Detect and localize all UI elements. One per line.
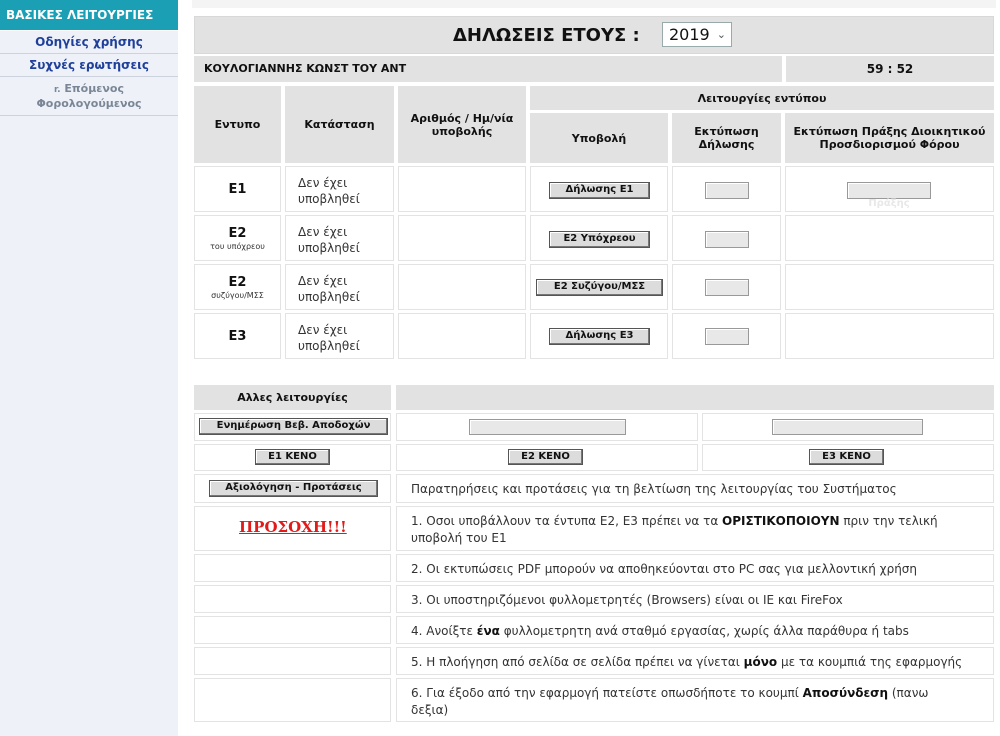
form-cell [194,264,281,310]
status-line2: υποβληθεί [298,241,360,255]
form-functions-header: Λειτουργίες εντύπου [530,86,994,110]
status-line1: Δεν έχει [298,323,348,337]
form-cell [194,313,281,359]
evaluation-suggestions-button[interactable]: Αξιολόγηση - Προτάσεις [209,480,378,497]
status-cell [285,313,394,359]
note-6 [396,678,994,722]
note-5-text-end: με τα κουμπιά της εφαρμογής [777,655,963,669]
col-submit-header: Υποβολή [530,113,668,163]
col-number-header: Αριθμός / Ημ/νία υποβολής [398,86,526,163]
status-line1: Δεν έχει [298,225,348,239]
note-6-emphasis: Αποσύνδεση [802,686,889,700]
print-act-cell [785,313,994,359]
note-1-text-line2: υποβολή του Ε1 [411,531,507,545]
number-cell [398,264,526,310]
note-spacer-cell [194,616,391,644]
note-4-emphasis: ένα [476,624,500,638]
form-sub-label: του υπόχρεου [210,241,265,251]
print-e3-button[interactable]: Εκτ. [705,328,749,345]
sidebar-item-faq[interactable]: Συχνές ερωτήσεις [0,54,178,77]
form-label: Ε2 [228,274,247,290]
other-functions-header: Αλλες λειτουργίες [194,385,391,410]
note-spacer-cell [194,647,391,675]
print-act-cell [785,264,994,310]
note-3: 3. Οι υποστηριζόμενοι φυλλομετρητές (Browsers) είναι οι IE και FireFox [396,585,994,613]
status-cell [285,215,394,261]
sidebar-item-next-taxpayer[interactable] [0,77,178,116]
sidebar-header: ΒΑΣΙΚΕΣ ΛΕΙΤΟΥΡΓΙΕΣ [0,0,178,31]
submit-e1-button[interactable]: Δήλωσης Ε1 [549,182,650,199]
e1-blank-button[interactable]: Ε1 ΚΕΝΟ [255,449,330,465]
year-select[interactable] [662,22,732,47]
print-e1-button[interactable]: Εκτ. Ε1 [705,182,749,199]
year-select-value: 2019 [669,25,710,44]
e3-blank-button[interactable]: Ε3 ΚΕΝΟ [809,449,884,465]
status-line1: Δεν έχει [298,176,348,190]
print-act-button[interactable]: Εκτύπωση Πράξης [847,182,931,199]
note-4-text-end: φυλλομετρητη ανά σταθμό εργασίας, χωρίς άλλα παράθυρα ή tabs [499,624,909,638]
form-label: Ε2 [228,225,247,241]
update-salary-cert-button[interactable]: Ενημέρωση Βεβ. Αποδοχών [199,418,388,435]
print-e2-obligor-button[interactable]: Εκτ. Ε2 [705,231,749,248]
print-cert-button-2[interactable]: Εκτύπωση Βεβαιώσεων [772,419,923,435]
eval-description: Παρατηρήσεις και προτάσεις για τη βελτίωση της λειτουργίας του Συστήματος [396,474,994,503]
form-cell [194,166,281,212]
sidebar [0,0,178,736]
status-cell [285,264,394,310]
note-4 [396,616,994,644]
note-6-text: 6. Για έξοδο από την εφαρμογή πατείστε οπωσδήποτε το κουμπί [411,686,803,700]
other-functions-header-fill [396,385,994,410]
note-1 [396,506,994,551]
title-row [194,16,994,54]
note-1-text: 1. Οσοι υποβάλλουν τα έντυπα Ε2, Ε3 πρέπει να τα [411,514,723,528]
note-spacer-cell [194,554,391,582]
taxpayer-name: ΚΟΥΛΟΓΙΑΝΝΗΣ ΚΩΝΣΤ ΤΟΥ ΑΝΤ [194,56,782,82]
note-spacer-cell [194,678,391,722]
note-5-emphasis: μόνο [743,655,778,669]
print-act-cell [785,215,994,261]
number-cell [398,215,526,261]
status-line1: Δεν έχει [298,274,348,288]
note-4-text: 4. Ανοίξτε [411,624,477,638]
submit-e2-spouse-button[interactable]: Ε2 Συζύγου/ΜΣΣ [536,279,663,296]
note-spacer-cell [194,585,391,613]
form-cell [194,215,281,261]
form-label: Ε3 [228,328,247,344]
col-form-header: Εντυπο [194,86,281,163]
col-status-header: Κατάσταση [285,86,394,163]
print-cert-button[interactable]: Εκτύπωση Βεβαιώσεων [469,419,626,435]
status-line2: υποβληθεί [298,290,360,304]
top-strip [192,0,996,8]
note-5 [396,647,994,675]
broken-image-icon: r. [54,85,61,95]
col-print-header: Εκτύπωση Δήλωσης [672,113,781,163]
note-5-text: 5. Η πλοήγηση από σελίδα σε σελίδα πρέπει να γίνεται [411,655,744,669]
form-label: Ε1 [228,181,247,197]
e2-blank-button[interactable]: Ε2 ΚΕΝΟ [508,449,583,465]
print-e2-spouse-button[interactable]: Εκτ. Ε2 [705,279,749,296]
sidebar-item-user-guide[interactable]: Οδηγίες χρήσης [0,31,178,54]
submit-e2-obligor-button[interactable]: Ε2 Υπόχρεου [549,231,650,248]
note-6-text-line2: δεξια) [411,703,449,717]
number-cell [398,313,526,359]
form-sub-label: συζύγου/ΜΣΣ [211,290,264,300]
col-print-act-header: Εκτύπωση Πράξης Διοικητικού Προσδιορισμού Φόρου [785,113,994,163]
note-1-text-end: πριν την τελική [839,514,938,528]
number-cell [398,166,526,212]
submit-e3-button[interactable]: Δήλωσης Ε3 [549,328,650,345]
status-line2: υποβληθεί [298,192,360,206]
note-1-emphasis: ΟΡΙΣΤΙΚΟΠΟΙΟΥΝ [722,514,840,528]
sidebar-item-label: Επόμενος Φορολογούμενος [36,82,142,110]
warning-label: ΠΡΟΣΟΧΗ!!! [239,518,347,536]
chevron-down-icon: ⌄ [716,28,726,41]
note-6-text-end: (πανω [888,686,929,700]
session-timer: 59 : 52 [786,56,994,82]
status-cell [285,166,394,212]
page-title: ΔΗΛΩΣΕΙΣ ΕΤΟΥΣ : [453,25,640,46]
note-2: 2. Οι εκτυπώσεις PDF μπορούν να αποθηκεύονται στο PC σας για μελλοντική χρήση [396,554,994,582]
status-line2: υποβληθεί [298,339,360,353]
